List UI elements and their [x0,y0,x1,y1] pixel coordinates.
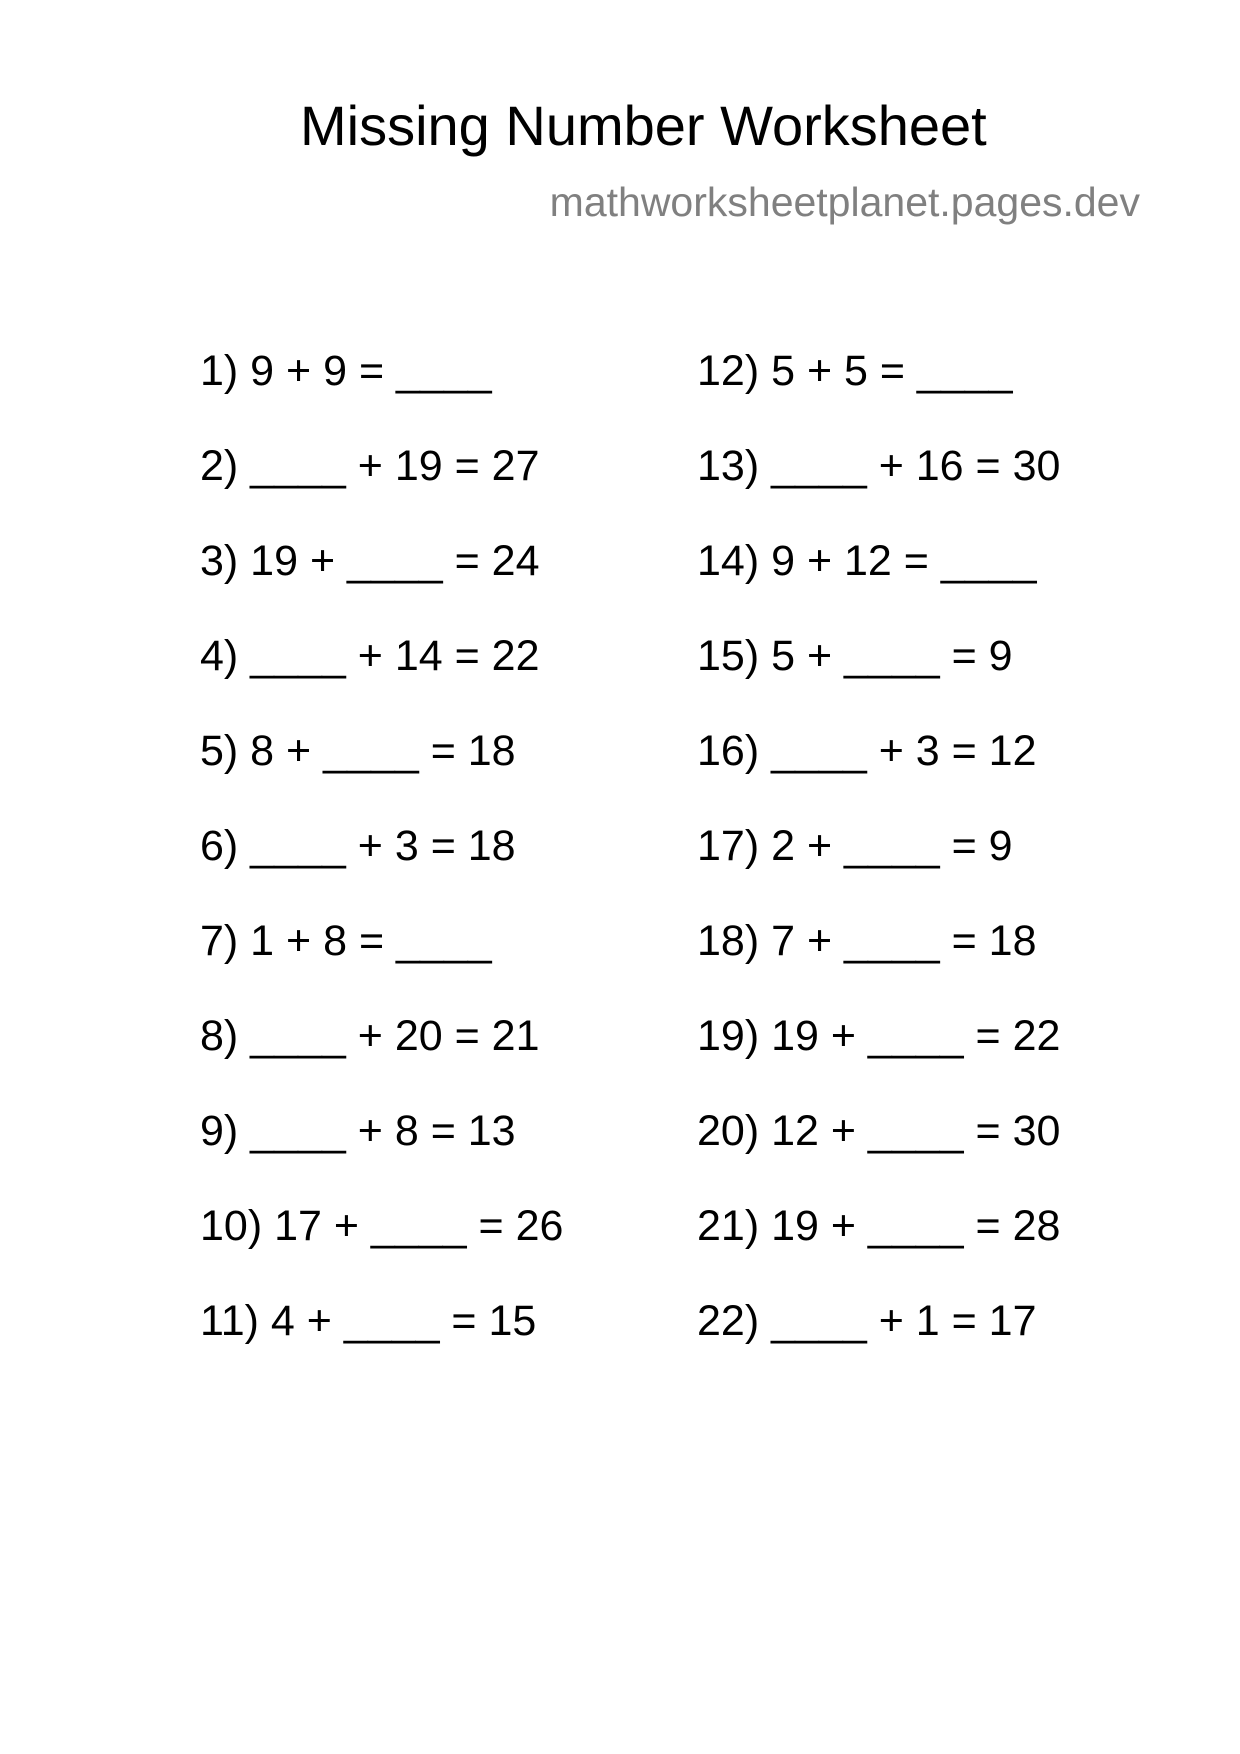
problem-16: 16) ____ + 3 = 12 [697,727,1037,775]
problem-12: 12) 5 + 5 = ____ [697,347,1013,395]
problem-8: 8) ____ + 20 = 21 [200,1012,540,1060]
page-title: Missing Number Worksheet [300,94,987,157]
problem-column-right [697,347,1061,1395]
problem-17: 17) 2 + ____ = 9 [697,822,1013,870]
problem-14: 14) 9 + 12 = ____ [697,537,1037,585]
problem-9: 9) ____ + 8 = 13 [200,1107,516,1155]
problem-2: 2) ____ + 19 = 27 [200,442,540,490]
problem-6: 6) ____ + 3 = 18 [200,822,516,870]
problem-7: 7) 1 + 8 = ____ [200,917,492,965]
problem-11: 11) 4 + ____ = 15 [200,1297,537,1345]
problem-13: 13) ____ + 16 = 30 [697,442,1061,490]
problem-20: 20) 12 + ____ = 30 [697,1107,1061,1155]
problem-4: 4) ____ + 14 = 22 [200,632,540,680]
problem-19: 19) 19 + ____ = 22 [697,1012,1061,1060]
problem-15: 15) 5 + ____ = 9 [697,632,1013,680]
problem-5: 5) 8 + ____ = 18 [200,727,516,775]
problem-3: 3) 19 + ____ = 24 [200,537,540,585]
problem-18: 18) 7 + ____ = 18 [697,917,1037,965]
problem-21: 21) 19 + ____ = 28 [697,1202,1061,1250]
problem-10: 10) 17 + ____ = 26 [200,1202,564,1250]
problem-1: 1) 9 + 9 = ____ [200,347,492,395]
problem-22: 22) ____ + 1 = 17 [697,1297,1037,1345]
source-url: mathworksheetplanet.pages.dev [549,179,1140,225]
problem-column-left [200,347,564,1395]
